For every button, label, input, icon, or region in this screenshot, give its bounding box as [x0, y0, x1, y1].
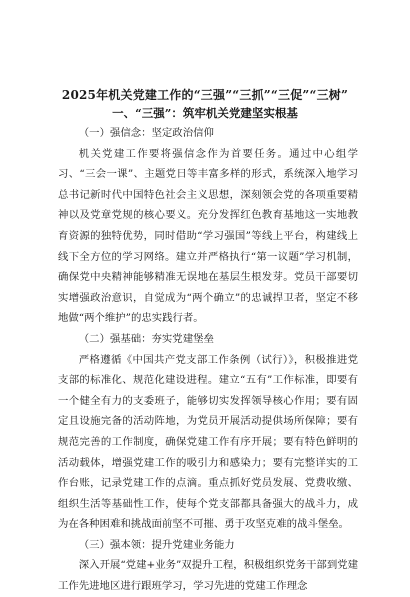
- section-heading-1: 一、“三强”：筑牢机关党建坚实根基: [112, 106, 298, 120]
- document-title: 2025年机关党建工作的“三强”“三抓”“三促”“三树”: [61, 88, 349, 102]
- subsection-heading-3: （三）强本领：提升党建业务能力: [78, 538, 235, 551]
- paragraph-3: 深入开展“党建+业务”双提升工程，积极组织党务干部到党建工作先进地区进行跟班学习，学习先进的党建工作理念: [58, 559, 358, 593]
- document-body: [58, 123, 358, 597]
- subsection-heading-1: （一）强信念：坚定政治信仰: [78, 127, 214, 139]
- paragraph-2: 严格遵循《中国共产党支部工作条例（试行）》，积极推进党支部的标准化、规范化建设进程。建立“五有”工作标准，即要有一个健全有力的支委班子，能够切实发挥领导核心作用；要有固定且设施完备的活动阵地，为党员开展活动提供场所保障；要有规范完善的工作制度，确保党建工作有序开展；要有特色鲜明的活动载体，增强党建工作的吸引力和感染力；要有完整详实的工作台账，记录党建工作的点滴。重点抓好党员发展、党费收缴、组织生活等基础性工作，使每个党支部都具备强大的战斗力，成为在各种困难和挑战面前坚不可摧、勇于攻坚克难的战斗堡垒。: [58, 353, 358, 531]
- subsection-heading-2: （二）强基础：夯实党建堡垒: [78, 332, 214, 345]
- paragraph-1: 机关党建工作要将强信念作为首要任务。通过中心组学习、“三会一课”、主题党日等丰富多样的形式，系统深入地学习总书记新时代中国特色社会主义思想，深刻领会党的各项重要精神以及党章党规的核心要义。充分发挥红色教育基地这一实地教育资源的独特优势，同时借助“学习强国”等线上平台，构建线上线下全方位的学习网络。建立并严格执行“第一议题”学习机制，确保党中央精神能够精准无误地在基层生根发芽。党员干部要切实增强政治意识，自觉成为“两个确立”的忠诚捍卫者，坚定不移地做“两个维护”的忠实践行者。: [58, 147, 358, 325]
